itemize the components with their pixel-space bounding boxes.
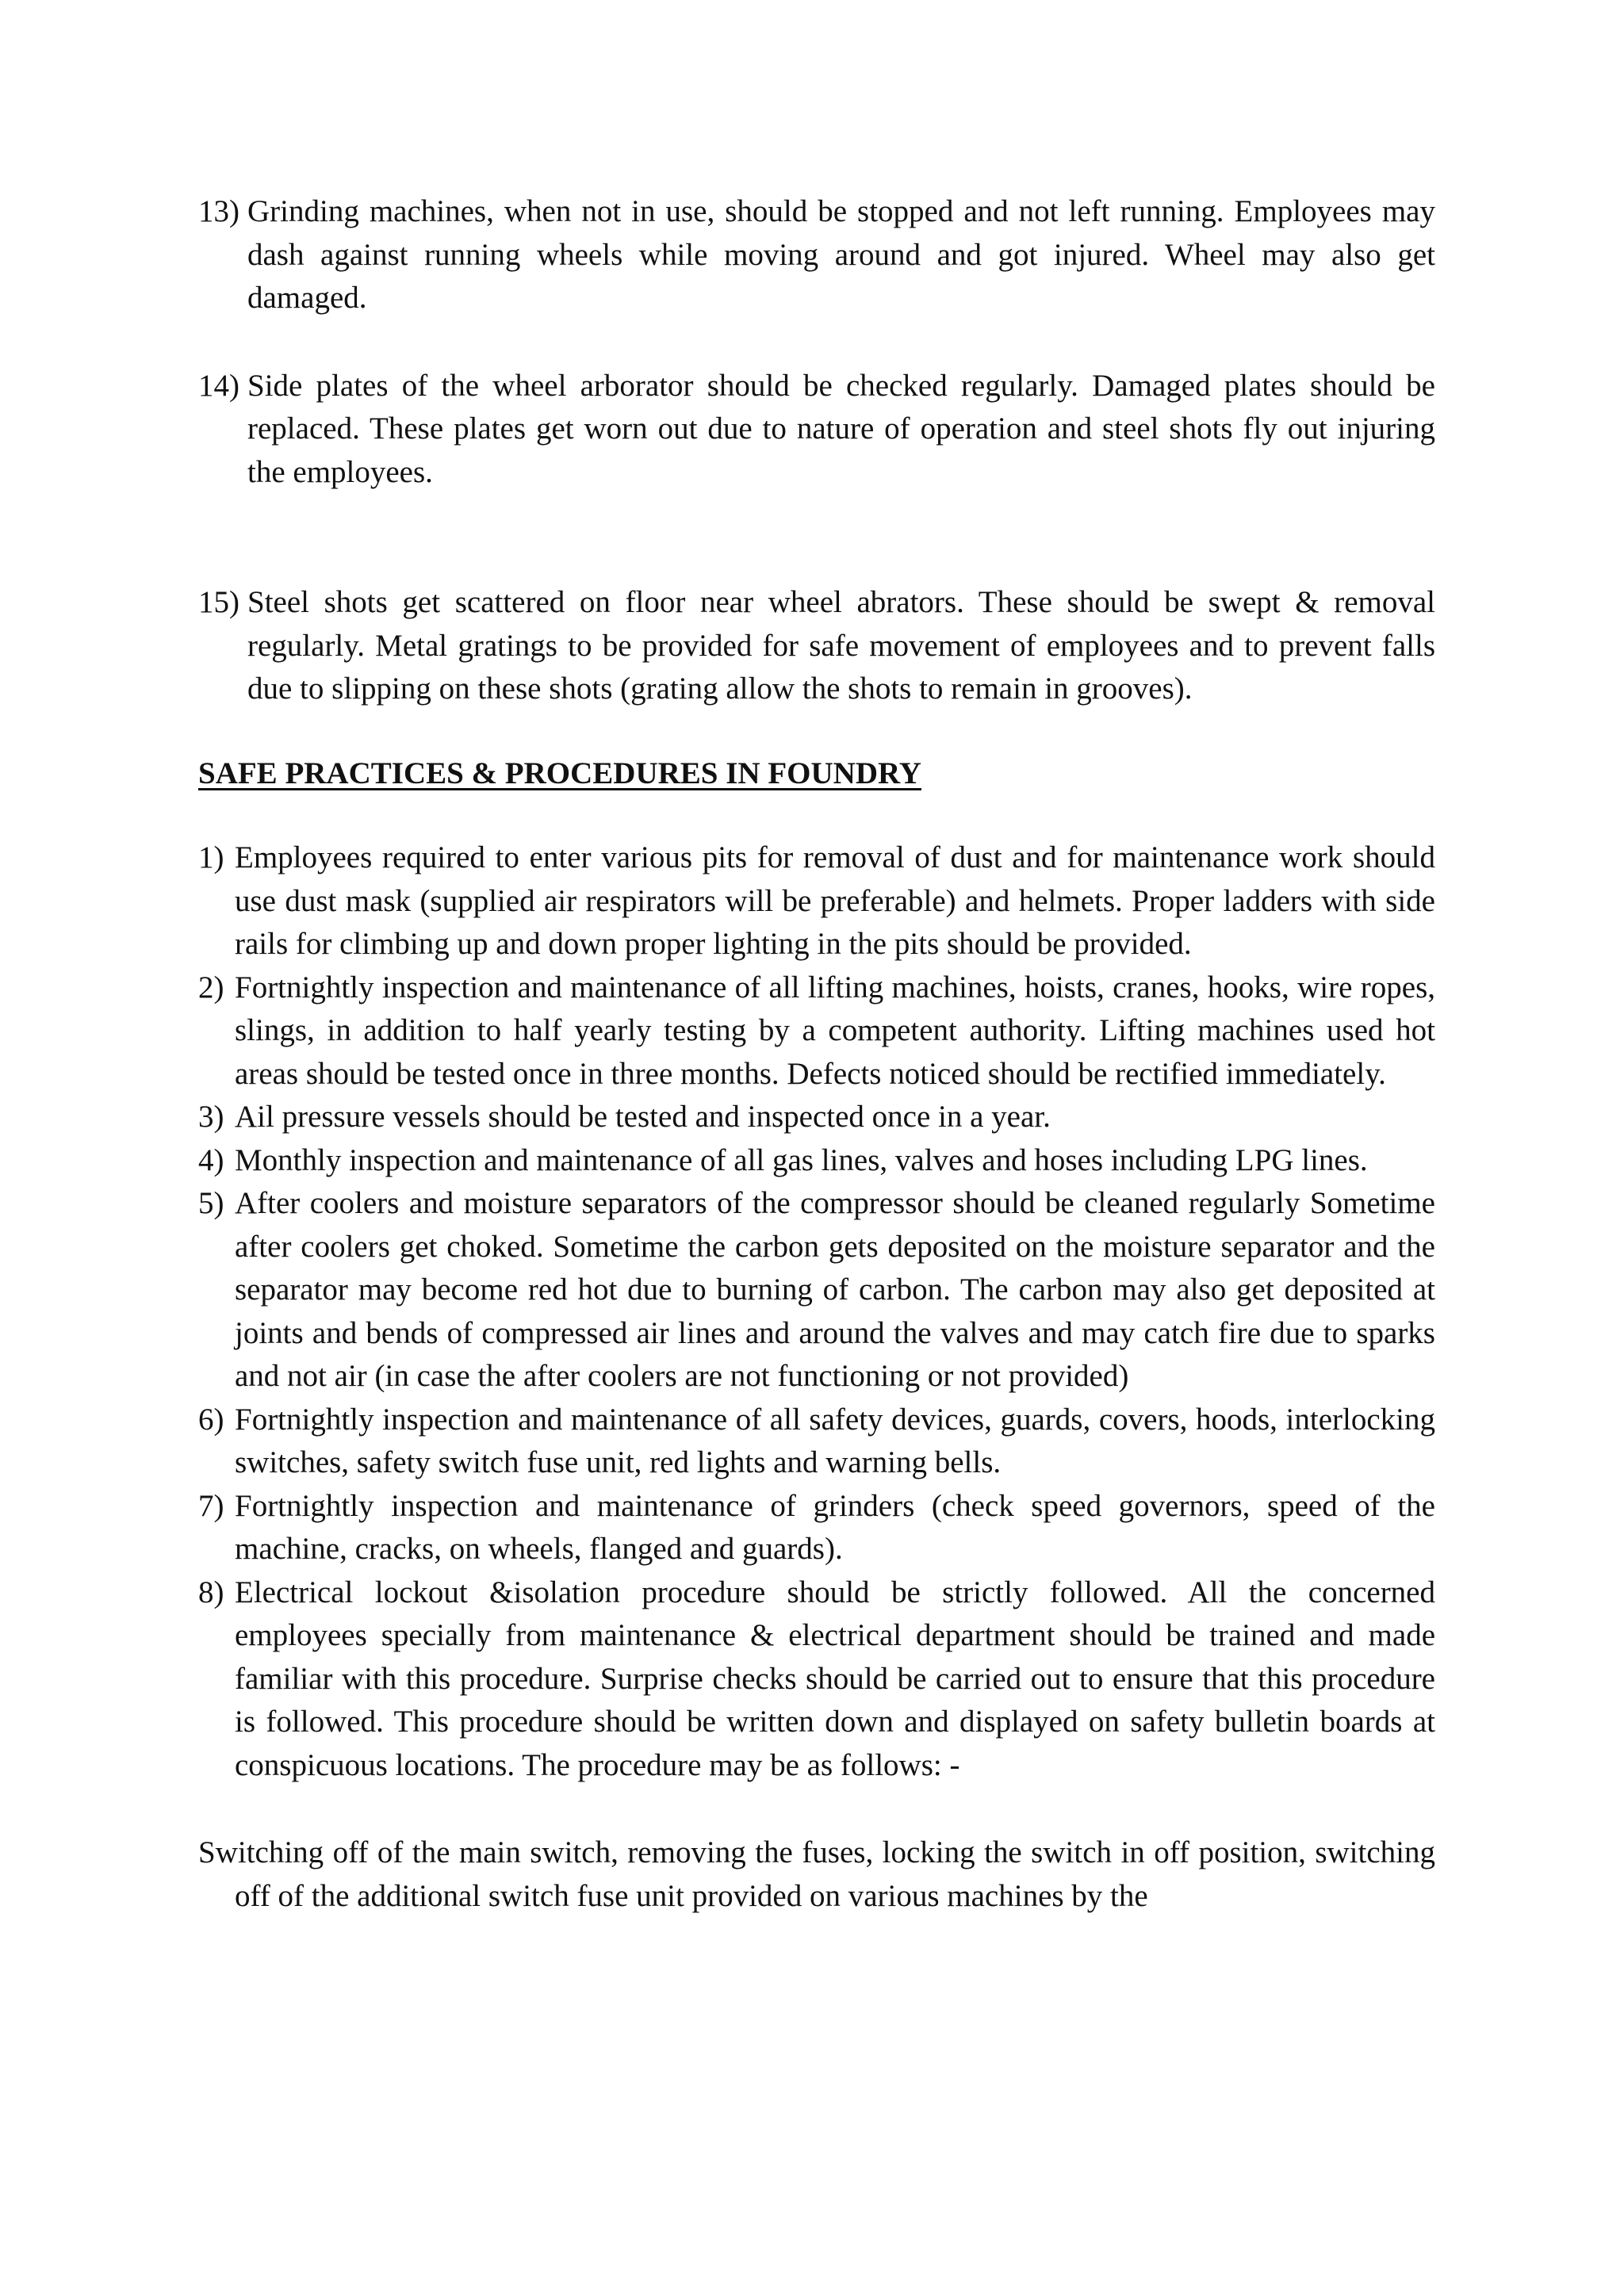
list-number: 1) — [198, 840, 224, 874]
list-text: After coolers and moisture separators of the compressor should be cleaned regularly Sometime after coolers get choked. Sometime the carbon gets deposited on the moisture separator and the separator may become red hot due to burning of carbon. The carbon may also get deposited at joints and bends of compressed air lines and around the valves and may catch fire due to sparks and not air (in case the after coolers are not functioning or not provided) — [235, 1186, 1435, 1393]
list-number: 6) — [198, 1402, 224, 1437]
list-item-13 — [198, 190, 1435, 320]
list-item-15 — [198, 581, 1435, 711]
list-number: 4) — [198, 1142, 224, 1177]
list-item-8 — [198, 1571, 1435, 1788]
list-item-3 — [198, 1096, 1435, 1139]
list-text: Fortnightly inspection and maintenance of grinders (check speed governors, speed of the machine, cracks, on wheels, flanged and guards). — [235, 1488, 1435, 1566]
numbered-list-continued — [198, 190, 1435, 711]
procedure-paragraph: Switching off of the main switch, removing the fuses, locking the switch in off position, switching off of the additional switch fuse unit provided on various machines by the — [198, 1835, 1435, 1913]
list-text: Monthly inspection and maintenance of all gas lines, valves and hoses including LPG lines. — [235, 1142, 1368, 1177]
list-number: 3) — [198, 1100, 224, 1134]
list-number: 13) — [198, 194, 239, 228]
list-number: 14) — [198, 368, 239, 403]
list-number: 2) — [198, 970, 224, 1004]
list-item-6 — [198, 1399, 1435, 1485]
safe-practices-list — [198, 836, 1435, 1787]
list-text: Grinding machines, when not in use, should be stopped and not left running. Employees may dash against running wheels while moving around and got injured. Wheel may also get damaged. — [247, 194, 1435, 315]
list-text: Employees required to enter various pits for removal of dust and for maintenance work should use dust mask (supplied air respirators will be preferable) and helmets. Proper ladders with side rails for climbing up and down proper lighting in the pits should be provided. — [235, 840, 1435, 961]
list-text: Electrical lockout &isolation procedure should be strictly followed. All the concerned employees specially from maintenance & electrical department should be trained and made familiar with this procedure. Surprise checks should be carried out to ensure that this procedure is followed. This procedure should be written down and displayed on safety bulletin boards at conspicuous locations. The procedure may be as follows: - — [235, 1575, 1435, 1782]
list-item-2 — [198, 966, 1435, 1096]
list-text: Steel shots get scattered on floor near wheel abrators. These should be swept & removal regularly. Metal gratings to be provided for safe movement of employees and to prevent falls due to slipping on these shots (grating allow the shots to remain in grooves). — [247, 585, 1435, 706]
list-item-4 — [198, 1139, 1435, 1183]
document-page — [198, 190, 1435, 1918]
list-number: 15) — [198, 585, 239, 619]
section-heading: SAFE PRACTICES & PROCEDURES IN FOUNDRY — [198, 756, 921, 790]
list-text: Side plates of the wheel arborator should be checked regularly. Damaged plates should be replaced. These plates get worn out due to nature of operation and steel shots fly out injuring the employees. — [247, 368, 1435, 489]
list-number: 7) — [198, 1488, 224, 1523]
list-item-7 — [198, 1485, 1435, 1571]
list-number: 5) — [198, 1186, 224, 1220]
list-number: 8) — [198, 1575, 224, 1609]
list-item-1 — [198, 836, 1435, 966]
list-item-5 — [198, 1182, 1435, 1399]
list-text: Ail pressure vessels should be tested and inspected once in a year. — [235, 1100, 1051, 1134]
list-text: Fortnightly inspection and maintenance of all safety devices, guards, covers, hoods, interlocking switches, safety switch fuse unit, red lights and warning bells. — [235, 1402, 1435, 1479]
list-text: Fortnightly inspection and maintenance of all lifting machines, hoists, cranes, hooks, wire ropes, slings, in addition to half yearly testing by a competent authority. Lifting machines used hot areas should be tested once in three months. Defects noticed should be rectified immediately. — [235, 970, 1435, 1091]
list-item-14 — [198, 365, 1435, 495]
